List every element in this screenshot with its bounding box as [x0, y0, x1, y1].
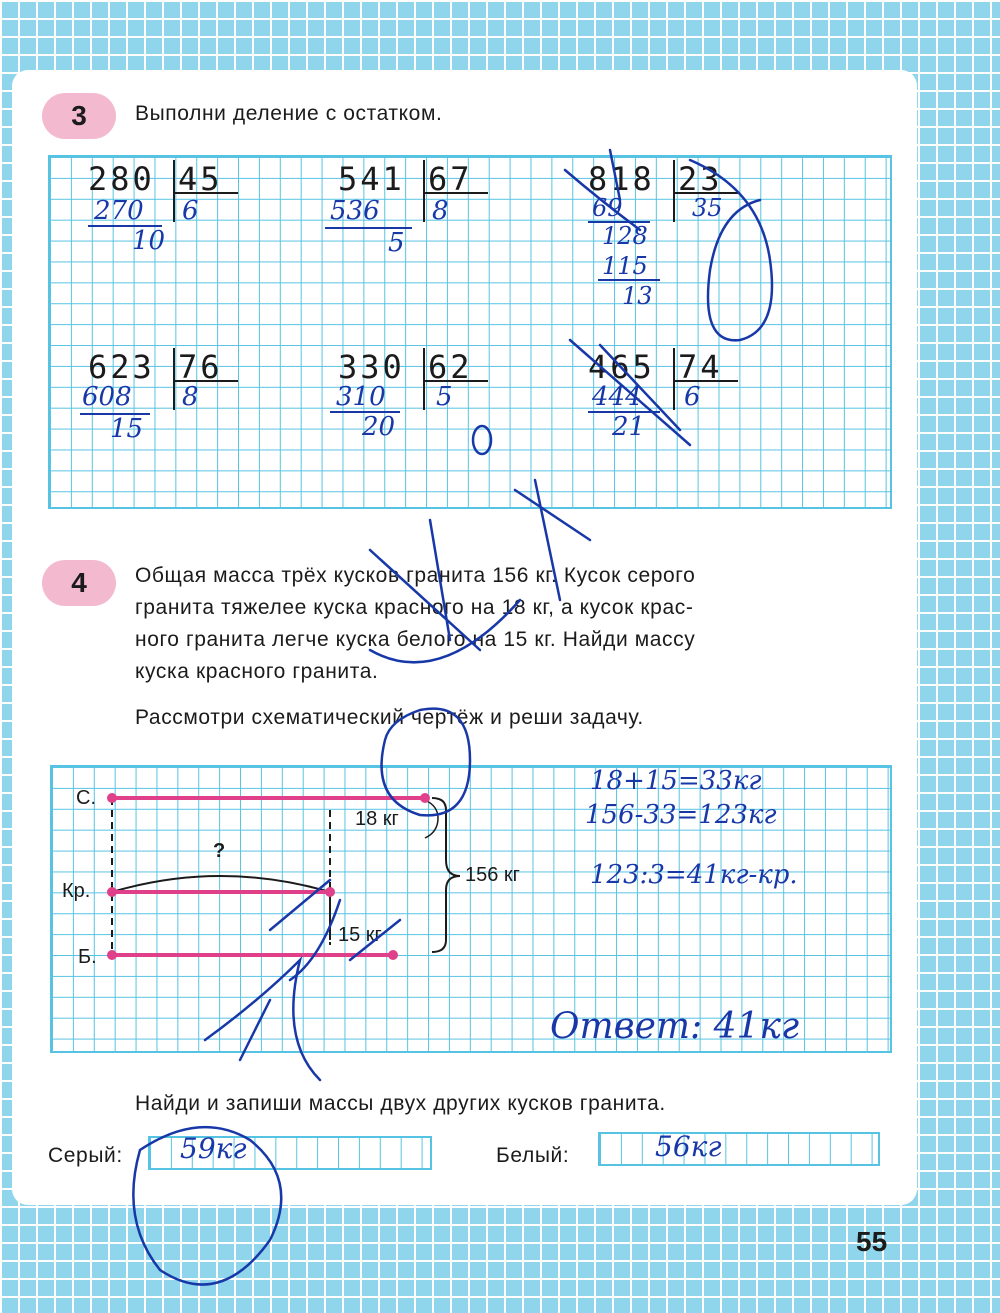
- segment-label-red: Кр.: [62, 880, 91, 902]
- remainder: 5: [388, 228, 405, 258]
- difference-label: 18 кг: [355, 808, 399, 830]
- dividend: 623: [88, 348, 155, 386]
- divisor: 67: [428, 160, 473, 198]
- gray-label: Серый:: [48, 1144, 123, 1167]
- answer: Ответ: 41кг: [550, 1006, 800, 1047]
- remainder: 13: [622, 282, 653, 310]
- dividend: 330: [338, 348, 405, 386]
- total-label: 156 кг: [465, 864, 520, 886]
- task-number-badge: 4: [42, 560, 116, 606]
- question-mark: ?: [213, 840, 226, 862]
- divisor: 23: [678, 160, 723, 198]
- quotient: 5: [436, 382, 453, 412]
- quotient: 6: [182, 196, 199, 226]
- remainder: 10: [132, 226, 166, 256]
- dividend: 280: [88, 160, 155, 198]
- segment-label-white: Б.: [78, 946, 97, 968]
- task-instruction: Рассмотри схематический чертёж и реши задачу.: [135, 706, 644, 729]
- quotient: 8: [432, 196, 449, 226]
- remainder: 15: [110, 414, 144, 444]
- subtrahend: 270: [94, 196, 144, 226]
- divisor: 45: [178, 160, 223, 198]
- dividend: 465: [588, 348, 655, 386]
- solution-line: 156-33=123кг: [585, 800, 777, 830]
- difference-label: 15 кг: [338, 924, 382, 946]
- page-number: 55: [856, 1226, 888, 1257]
- problem-text-line: куска красного гранита.: [135, 660, 379, 683]
- subtrahend: 69: [592, 194, 623, 222]
- subtrahend: 444: [592, 382, 642, 412]
- white-label: Белый:: [496, 1144, 570, 1167]
- problem-text-line: Общая масса трёх кусков гранита 156 кг. Кусок серого: [135, 564, 696, 587]
- subtrahend: 608: [82, 382, 132, 412]
- find-instruction: Найди и запиши массы двух других кусков гранита.: [135, 1092, 666, 1115]
- task-number-badge: 3: [42, 93, 116, 139]
- quotient: 35: [692, 194, 723, 222]
- white-answer-value: 56кг: [655, 1130, 722, 1163]
- subtrahend: 310: [336, 382, 386, 412]
- solution-line: 123:3=41кг-кр.: [590, 860, 798, 890]
- divisor: 74: [678, 348, 723, 386]
- partial-dividend: 128: [602, 222, 648, 250]
- task-instruction: Выполни деление с остатком.: [135, 102, 443, 125]
- dividend: 818: [588, 160, 655, 198]
- remainder: 21: [612, 412, 646, 442]
- subtrahend: 536: [330, 196, 380, 226]
- solution-line: 18+15=33кг: [590, 766, 762, 796]
- divisor: 76: [178, 348, 223, 386]
- problem-text-line: ного гранита легче куска белого на 15 кг. Найди массу: [135, 628, 696, 651]
- quotient: 6: [684, 382, 701, 412]
- problem-text-line: гранита тяжелее куска красного на 18 кг, а кусок крас-: [135, 596, 694, 619]
- divisor: 62: [428, 348, 473, 386]
- gray-answer-value: 59кг: [180, 1132, 247, 1165]
- segment-label-gray: С.: [76, 787, 96, 809]
- dividend: 541: [338, 160, 405, 198]
- remainder: 20: [362, 412, 396, 442]
- subtrahend: 115: [602, 252, 648, 280]
- quotient: 8: [182, 382, 199, 412]
